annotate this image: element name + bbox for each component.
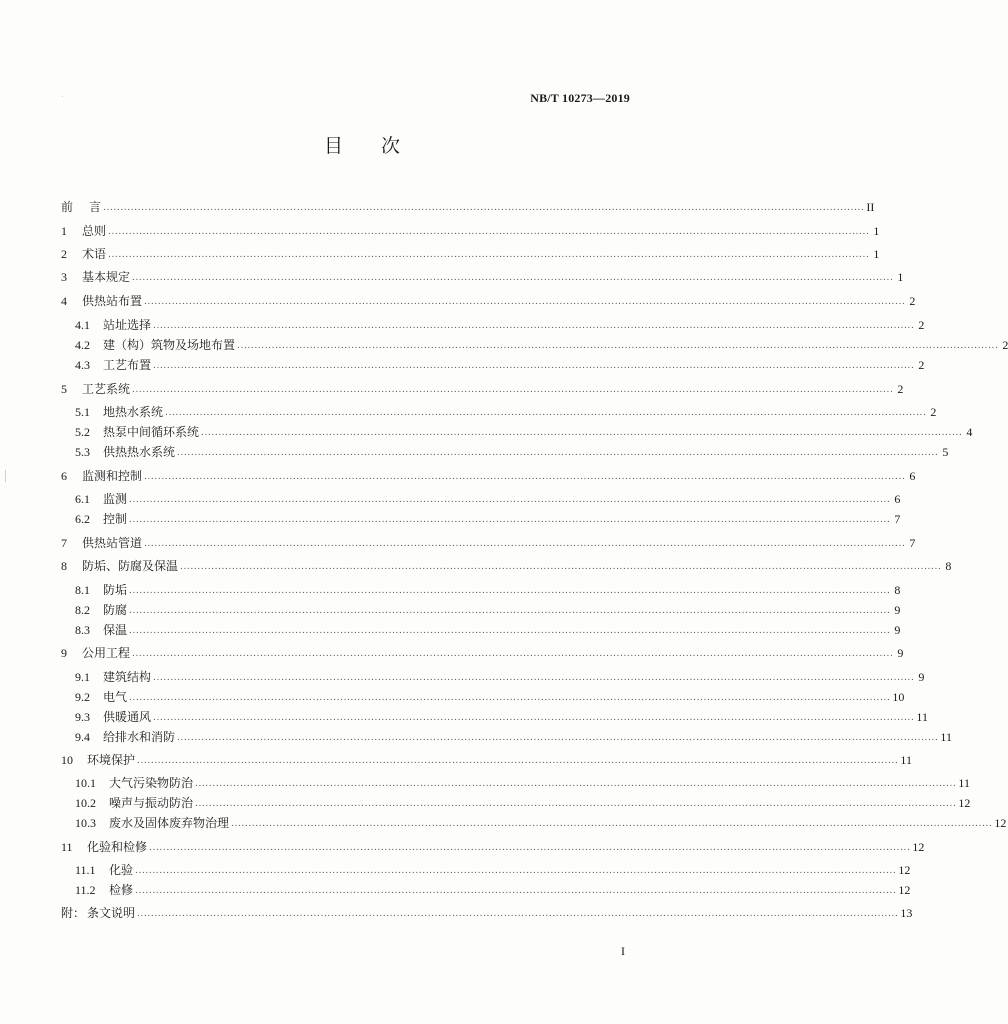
toc-entry-number: 4: [61, 294, 67, 308]
toc-entry-title: 总则: [82, 224, 107, 238]
toc-leader-dots: ............................................................................................................................................................................................................................: [180, 562, 942, 572]
toc-entry-number: 4.2: [75, 338, 90, 352]
toc-leader-dots: ............................................................................................................................................................................................................................: [129, 495, 891, 505]
toc-leader-dots: ............................................................................................................................................................................................................................: [144, 472, 906, 482]
toc-entry-title: 条文说明: [87, 906, 136, 920]
toc-section-entry[interactable]: [61, 194, 875, 214]
toc-entry-page: 7: [909, 536, 916, 550]
toc-entry-page: 2: [930, 405, 937, 419]
toc-entry-number: 6.1: [75, 492, 90, 506]
toc-leader-dots: ............................................................................................................................................................................................................................: [129, 515, 891, 525]
toc-entry-number: 附：: [61, 906, 86, 920]
toc-title-char-1: 目: [323, 135, 343, 157]
toc-entry-page: 10: [892, 690, 905, 704]
toc-entry-page: 12: [898, 863, 911, 877]
toc-entry-page: 11: [940, 730, 952, 744]
toc-entry-title: 基本规定: [82, 270, 131, 284]
toc-entry-number: 前: [61, 200, 74, 214]
toc-entry-number: 5.3: [75, 445, 90, 459]
toc-entry-number: 6.2: [75, 512, 90, 526]
toc-entry-number: 11: [61, 840, 73, 854]
toc-entry-title: 供热站管道: [82, 536, 143, 550]
toc-entry-page: 2: [1002, 338, 1008, 352]
toc-entry-title: 供热热水系统: [103, 445, 176, 459]
toc-subsection-entry[interactable]: [61, 790, 971, 810]
toc-entry-page: 11: [958, 776, 970, 790]
toc-subsection-entry[interactable]: [61, 332, 1008, 352]
toc-subsection-entry[interactable]: [61, 486, 901, 506]
toc-leader-dots: ............................................................................................................................................................................................................................: [129, 606, 891, 616]
toc-leader-dots: ............................................................................................................................................................................................................................: [237, 341, 999, 351]
toc-leader-dots: ............................................................................................................................................................................................................................: [153, 713, 915, 723]
toc-entry-title: 热泵中间循环系统: [103, 425, 200, 439]
toc-subsection-entry[interactable]: [61, 577, 901, 597]
toc-entry-title: 建筑结构: [103, 670, 152, 684]
toc-title: [0, 131, 724, 158]
toc-entry-number: 8.3: [75, 623, 90, 637]
toc-entry-title: 环境保护: [87, 753, 136, 767]
toc-entry-page: 1: [873, 224, 880, 238]
toc-entry-page: II: [866, 200, 875, 214]
toc-entry-number: 9: [61, 646, 67, 660]
toc-entry-page: 9: [894, 603, 901, 617]
toc-entry-title: 控制: [103, 512, 128, 526]
toc-entry-page: 13: [900, 906, 913, 920]
toc-entry-title: 监测: [103, 492, 128, 506]
toc-entry-title: 工艺布置: [103, 358, 152, 372]
toc-entry-page: 6: [894, 492, 901, 506]
toc-entry-title: 防垢、防腐及保温: [82, 559, 179, 573]
toc-entry-number: 11.1: [75, 863, 96, 877]
toc-entry-number: 5.2: [75, 425, 90, 439]
toc-entry-page: 2: [897, 382, 904, 396]
toc-leader-dots: ............................................................................................................................................................................................................................: [165, 408, 927, 418]
toc-entry-title: 检修: [109, 883, 134, 897]
toc-entry-title: 给排水和消防: [103, 730, 176, 744]
toc-subsection-entry[interactable]: [61, 684, 905, 704]
toc-entry-title: 噪声与振动防治: [109, 796, 194, 810]
toc-entry-page: 6: [909, 469, 916, 483]
toc-leader-dots: ............................................................................................................................................................................................................................: [132, 385, 894, 395]
toc-leader-dots: ............................................................................................................................................................................................................................: [137, 756, 899, 766]
toc-entry-title: 防垢: [103, 583, 128, 597]
toc-entry-number: 7: [61, 536, 67, 550]
toc-entry-number: 8.2: [75, 603, 90, 617]
toc-leader-dots: ............................................................................................................................................................................................................................: [144, 297, 906, 307]
toc-leader-dots: ............................................................................................................................................................................................................................: [135, 866, 897, 876]
toc-title-char-2: 次: [381, 135, 401, 157]
toc-entry-number: 11.2: [75, 883, 96, 897]
toc-entry-number: 6: [61, 469, 67, 483]
scan-speck: [62, 96, 63, 97]
toc-entry-number: 9.1: [75, 670, 90, 684]
toc-subsection-entry[interactable]: [61, 770, 970, 790]
toc-entry-title: 地热水系统: [103, 405, 164, 419]
toc-entry-page: 9: [894, 623, 901, 637]
toc-section-entry[interactable]: [61, 288, 916, 308]
toc-leader-dots: ............................................................................................................................................................................................................................: [129, 626, 891, 636]
toc-subsection-entry[interactable]: [61, 877, 911, 897]
toc-entry-number: 5: [61, 382, 67, 396]
toc-leader-dots: ............................................................................................................................................................................................................................: [177, 733, 939, 743]
toc-leader-dots: ............................................................................................................................................................................................................................: [129, 693, 891, 703]
toc-section-entry[interactable]: [61, 553, 952, 573]
toc-entry-title: 站址选择: [103, 318, 152, 332]
toc-section-entry[interactable]: [61, 640, 904, 660]
toc-subsection-entry[interactable]: [61, 704, 928, 724]
toc-leader-dots: ............................................................................................................................................................................................................................: [195, 799, 957, 809]
toc-entry-title: 公用工程: [82, 646, 131, 660]
toc-entry-title: 废水及固体废弃物治理: [109, 816, 230, 830]
toc-section-entry[interactable]: [61, 218, 880, 238]
toc-entry-page: 12: [994, 816, 1007, 830]
toc-subsection-entry[interactable]: [61, 399, 937, 419]
toc-leader-dots: ............................................................................................................................................................................................................................: [153, 321, 915, 331]
toc-entry-page: 1: [873, 247, 880, 261]
toc-subsection-entry[interactable]: [61, 312, 925, 332]
toc-leader-dots: ............................................................................................................................................................................................................................: [129, 586, 891, 596]
toc-subsection-entry[interactable]: [61, 857, 911, 877]
toc-entry-title: 保温: [103, 623, 128, 637]
toc-entry-number: 9.3: [75, 710, 90, 724]
toc-entry-number: 10.2: [75, 796, 96, 810]
toc-entry-number: 5.1: [75, 405, 90, 419]
toc-leader-dots: ............................................................................................................................................................................................................................: [231, 819, 993, 829]
toc-subsection-entry[interactable]: [61, 617, 901, 637]
toc-entry-page: 11: [900, 753, 912, 767]
toc-subsection-entry[interactable]: [61, 506, 901, 526]
toc-entry-title: 言: [89, 200, 102, 214]
toc-entry-number: 10.3: [75, 816, 96, 830]
toc-entry-title: 化验和检修: [87, 840, 148, 854]
toc-entry-number: 3: [61, 270, 67, 284]
toc-entry-number: 4.3: [75, 358, 90, 372]
toc-entry-number: 1: [61, 224, 67, 238]
toc-entry-page: 8: [894, 583, 901, 597]
toc-subsection-entry[interactable]: [61, 664, 925, 684]
toc-entry-title: 工艺系统: [82, 382, 131, 396]
toc-entry-page: 1: [897, 270, 904, 284]
toc-entry-page: 12: [958, 796, 971, 810]
toc-entry-number: 9.2: [75, 690, 90, 704]
toc-section-entry[interactable]: [61, 834, 925, 854]
toc-leader-dots: ............................................................................................................................................................................................................................: [103, 203, 865, 213]
toc-section-entry[interactable]: [61, 530, 916, 550]
toc-entry-page: 5: [942, 445, 949, 459]
toc-leader-dots: ............................................................................................................................................................................................................................: [201, 428, 963, 438]
toc-entry-number: 8.1: [75, 583, 90, 597]
toc-entry-number: 9.4: [75, 730, 90, 744]
toc-entry-number: 2: [61, 247, 67, 261]
toc-entry-number: 10.1: [75, 776, 96, 790]
toc-entry-page: 2: [918, 318, 925, 332]
scan-speck: [5, 470, 6, 482]
toc-entry-page: 7: [894, 512, 901, 526]
toc-section-entry[interactable]: [61, 463, 916, 483]
toc-entry-title: 防腐: [103, 603, 128, 617]
toc-leader-dots: ............................................................................................................................................................................................................................: [132, 649, 894, 659]
toc-leader-dots: ............................................................................................................................................................................................................................: [144, 539, 906, 549]
toc-entry-page: 9: [918, 670, 925, 684]
standard-code: NB/T 10273—2019: [530, 91, 630, 105]
toc-subsection-entry[interactable]: [61, 352, 925, 372]
toc-leader-dots: ............................................................................................................................................................................................................................: [108, 250, 870, 260]
toc-entry-number: 8: [61, 559, 67, 573]
toc-leader-dots: ............................................................................................................................................................................................................................: [108, 227, 870, 237]
toc-entry-title: 供暖通风: [103, 710, 152, 724]
toc-entry-title: 供热站布置: [82, 294, 143, 308]
toc-leader-dots: ............................................................................................................................................................................................................................: [177, 448, 939, 458]
toc-entry-title: 术语: [82, 247, 107, 261]
toc-leader-dots: ............................................................................................................................................................................................................................: [153, 673, 915, 683]
toc-section-entry[interactable]: [61, 241, 880, 261]
toc-section-entry[interactable]: [61, 900, 913, 920]
toc-entry-page: 11: [916, 710, 928, 724]
toc-leader-dots: ............................................................................................................................................................................................................................: [135, 886, 897, 896]
toc-section-entry[interactable]: [61, 264, 904, 284]
toc-entry-title: 建（构）筑物及场地布置: [103, 338, 236, 352]
toc-entry-page: 8: [945, 559, 952, 573]
toc-entry-page: 9: [897, 646, 904, 660]
page-number: I: [621, 944, 625, 958]
toc-leader-dots: ............................................................................................................................................................................................................................: [153, 361, 915, 371]
toc-entry-title: 大气污染物防治: [109, 776, 194, 790]
toc-subsection-entry[interactable]: [61, 419, 973, 439]
toc-subsection-entry[interactable]: [61, 724, 952, 744]
toc-entry-title: 监测和控制: [82, 469, 143, 483]
toc-leader-dots: ............................................................................................................................................................................................................................: [132, 273, 894, 283]
toc-entry-page: 2: [918, 358, 925, 372]
toc-entry-page: 4: [966, 425, 973, 439]
toc-entry-number: 4.1: [75, 318, 90, 332]
toc-entry-number: 10: [61, 753, 73, 767]
toc-subsection-entry[interactable]: [61, 597, 901, 617]
toc-entry-title: 电气: [103, 690, 128, 704]
toc-leader-dots: ............................................................................................................................................................................................................................: [195, 779, 957, 789]
toc-entry-page: 12: [912, 840, 925, 854]
toc-entry-page: 12: [898, 883, 911, 897]
toc-entry-title: 化验: [109, 863, 134, 877]
toc-leader-dots: ............................................................................................................................................................................................................................: [137, 909, 899, 919]
toc-leader-dots: ............................................................................................................................................................................................................................: [149, 843, 911, 853]
toc-subsection-entry[interactable]: [61, 810, 1007, 830]
toc-section-entry[interactable]: [61, 376, 904, 396]
toc-section-entry[interactable]: [61, 747, 912, 767]
toc-subsection-entry[interactable]: [61, 439, 949, 459]
toc-entry-page: 2: [909, 294, 916, 308]
